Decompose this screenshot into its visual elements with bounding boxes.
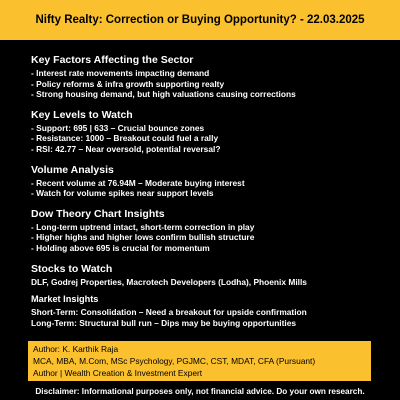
list-item: Short-Term: Consolidation – Need a breakout for upside confirmation <box>31 307 307 318</box>
list-item: - Support: 695 | 633 – Crucial bounce zones <box>31 122 205 133</box>
author-box <box>28 341 371 381</box>
list-item: - RSI: 42.77 – Near oversold, potential reversal? <box>31 143 221 154</box>
page-title: Nifty Realty: Correction or Buying Opportunity? - 22.03.2025 <box>35 14 365 26</box>
list-item: - Policy reforms & infra growth supporting realty <box>31 78 225 89</box>
header-banner <box>0 0 400 40</box>
section-market-insights <box>31 293 391 328</box>
list-item: - Higher highs and higher lows confirm bullish structure <box>31 232 255 243</box>
section-stocks <box>31 263 391 288</box>
section-title: Stocks to Watch <box>31 262 113 275</box>
list-item: - Watch for volume spikes near support levels <box>31 188 214 199</box>
author-name: Author: K. Karthik Raja <box>33 344 119 354</box>
list-item: Long-Term: Structural bull run – Dips may be buying opportunities <box>31 317 297 328</box>
bullet-list <box>31 307 391 328</box>
author-credentials: MCA, MBA, M.Com, MSc Psychology, PGJMC, CST, MDAT, CFA (Pursuant) <box>33 356 316 366</box>
list-item: - Interest rate movements impacting demand <box>31 68 210 78</box>
section-title: Market Insights <box>31 294 99 305</box>
list-item: - Resistance: 1000 – Breakout could fuel a rally <box>31 133 219 144</box>
stocks-list: DLF, Godrej Properties, Macrotech Developers (Lodha), Phoenix Mills <box>31 276 307 287</box>
list-item: - Holding above 695 is crucial for momentum <box>31 242 210 253</box>
disclaimer: Disclaimer: Informational purposes only, not financial advice. Do your own research. <box>35 386 365 396</box>
bullet-list <box>31 123 391 155</box>
section-title: Key Levels to Watch <box>31 108 133 121</box>
section-volume <box>31 164 391 199</box>
section-key-levels <box>31 109 391 155</box>
bullet-list <box>31 178 391 199</box>
author-role: Author | Wealth Creation & Investment Expert <box>33 368 203 378</box>
section-title: Dow Theory Chart Insights <box>31 207 165 220</box>
bullet-list <box>31 222 391 254</box>
section-key-factors <box>31 54 391 100</box>
list-item: - Strong housing demand, but high valuations causing corrections <box>31 89 296 100</box>
list-item: - Long-term uptrend intact, short-term correction in play <box>31 221 255 232</box>
bullet-list <box>31 68 391 100</box>
list-item: - Recent volume at 76.94M – Moderate buying interest <box>31 177 245 188</box>
section-title: Volume Analysis <box>31 163 114 176</box>
section-title: Key Factors Affecting the Sector <box>31 54 194 66</box>
main-content <box>31 54 391 328</box>
section-dow-theory <box>31 208 391 254</box>
